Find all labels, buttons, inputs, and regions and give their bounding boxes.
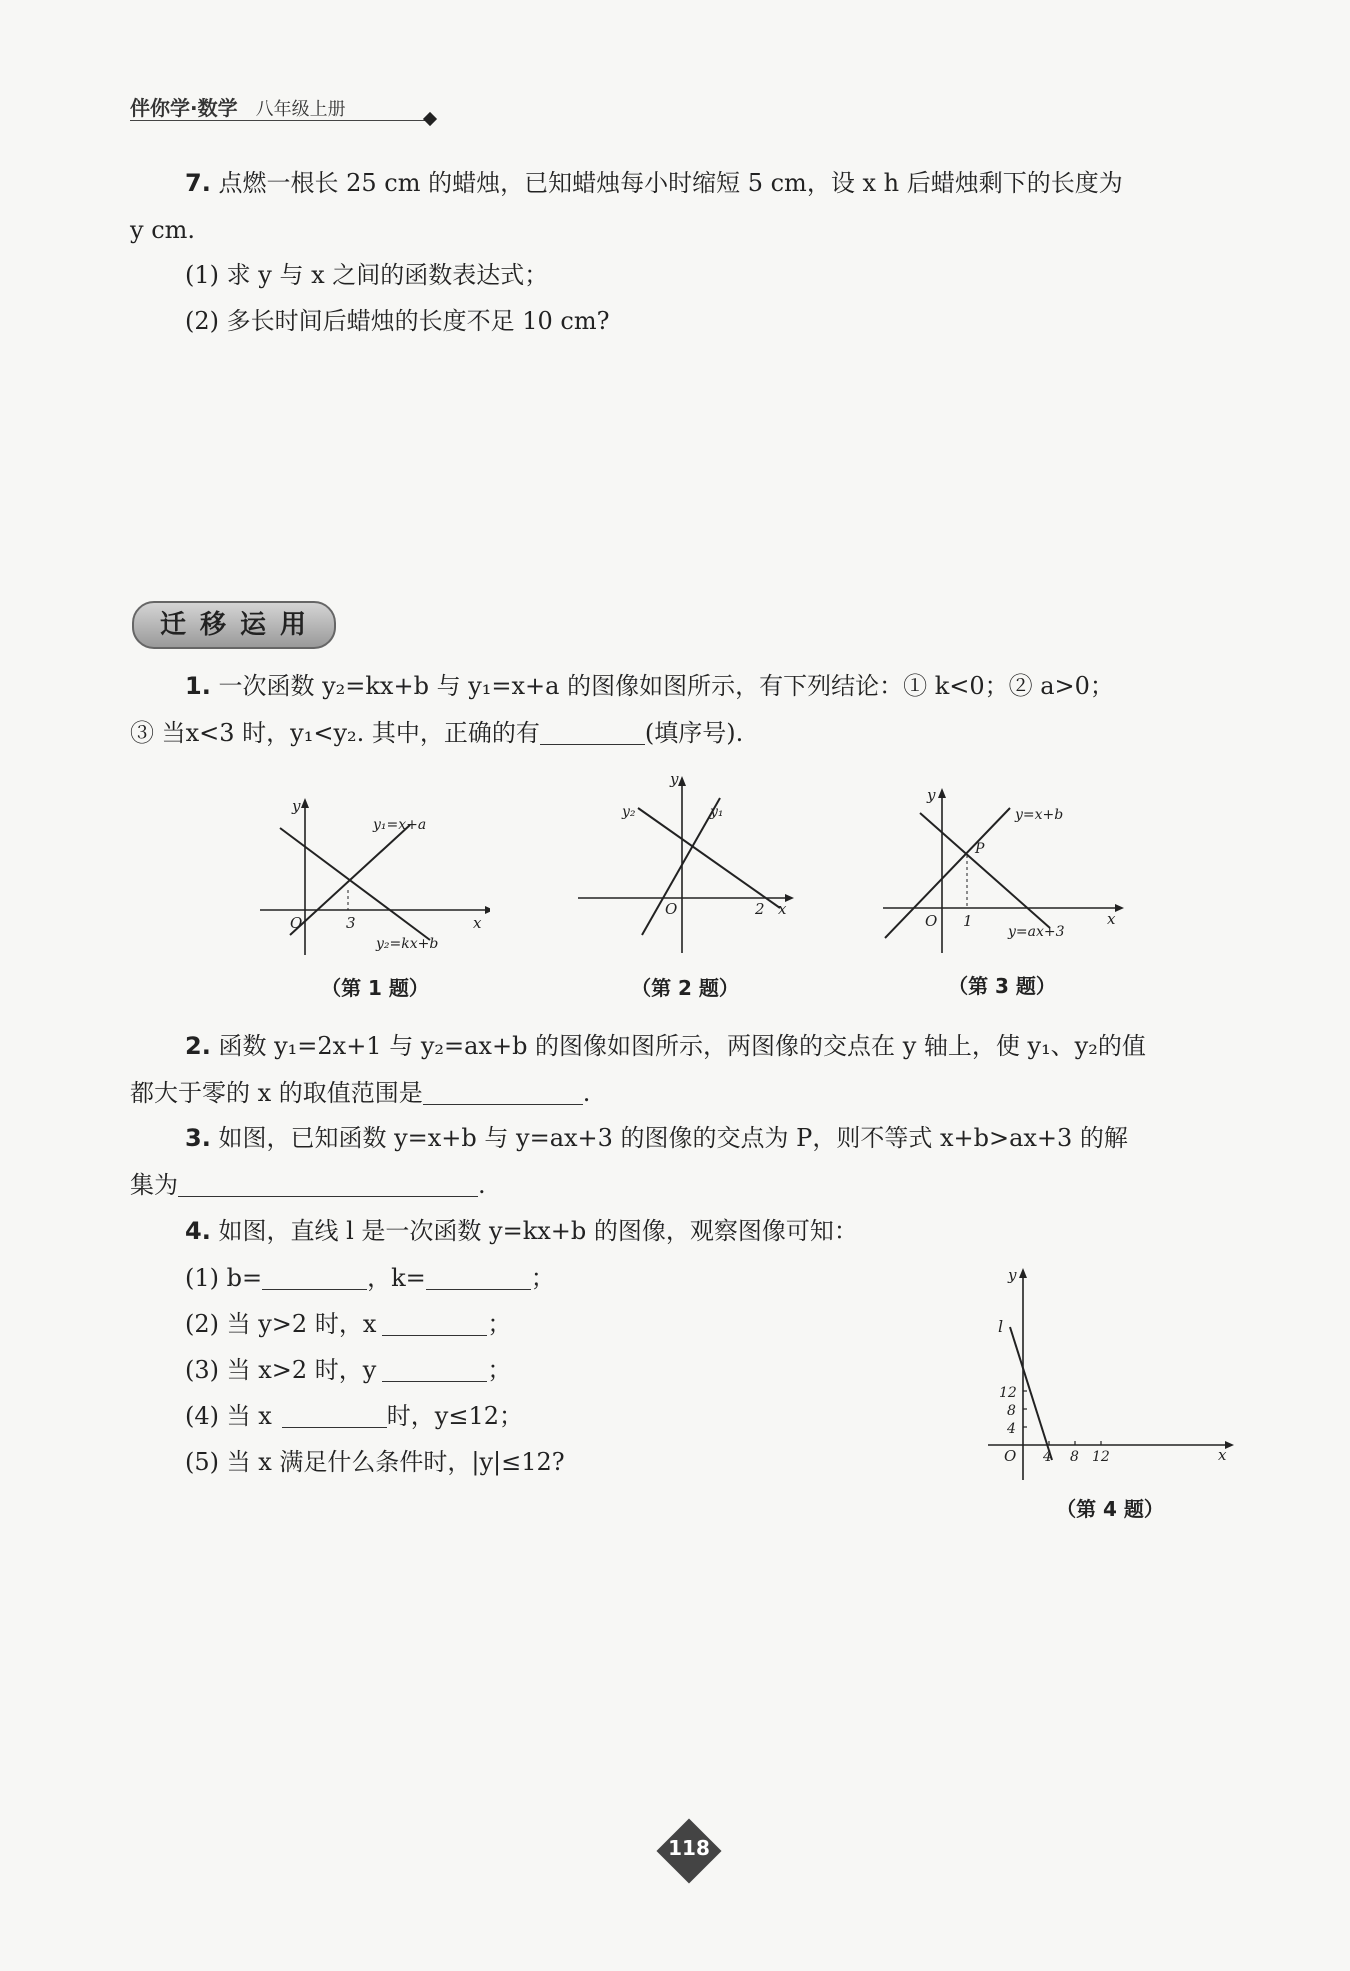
p4-s4-b: 时，y≤12； bbox=[386, 1402, 524, 1430]
p4-b-blank[interactable] bbox=[262, 1263, 367, 1290]
fig3-label-a: y=x+b bbox=[1015, 807, 1064, 823]
p3-line1 bbox=[185, 1115, 1128, 1161]
q7-part1: (1) 求 y 与 x 之间的函数表达式； bbox=[185, 261, 549, 289]
p3-text1: 如图，已知函数 y=x+b 与 y=ax+3 的图像的交点为 P，则不等式 x+b>ax+3 的解 bbox=[218, 1124, 1128, 1152]
fig4-xlabel-8: 8 bbox=[1070, 1449, 1079, 1465]
p2-text1: 函数 y₁=2x+1 与 y₂=ax+b 的图像如图所示，两图像的交点在 y 轴上，使 y₁、y₂的值 bbox=[218, 1032, 1146, 1060]
fig4-caption: （第 4 题） bbox=[1056, 1497, 1164, 1521]
fig2-caption: （第 2 题） bbox=[631, 976, 739, 1000]
p4-sub4 bbox=[185, 1393, 523, 1439]
p4-sub1 bbox=[185, 1255, 555, 1301]
fig1-caption: （第 1 题） bbox=[321, 976, 429, 1000]
header-diamond-icon bbox=[423, 112, 437, 126]
fig2-label-y1: y₁ bbox=[710, 804, 724, 820]
fig2-y-label: y bbox=[670, 770, 679, 788]
fig3-line-ax-plus-3 bbox=[920, 813, 1050, 928]
p1-answer-blank[interactable] bbox=[540, 718, 645, 745]
fig1-label-y1: y₁=x+a bbox=[373, 817, 427, 833]
p2-text2b: . bbox=[582, 1079, 591, 1107]
fig3-x-label: x bbox=[1107, 910, 1116, 928]
fig1-y-label: y bbox=[292, 797, 301, 815]
fig1-y-arrow-icon bbox=[301, 798, 309, 808]
fig4-xlabel-12: 12 bbox=[1092, 1449, 1110, 1465]
p4-line1 bbox=[185, 1208, 858, 1254]
fig4-line-label: l bbox=[998, 1317, 1004, 1336]
fig3-point-p: P bbox=[975, 841, 985, 857]
fig3-label-b: y=ax+3 bbox=[1008, 924, 1065, 940]
fig2-y-arrow-icon bbox=[678, 776, 686, 786]
fig3-y-label: y bbox=[927, 786, 936, 804]
p4-s4-blank[interactable] bbox=[282, 1401, 387, 1428]
p4-number: 4. bbox=[185, 1217, 211, 1245]
fig1-x-label: x bbox=[473, 914, 482, 932]
p3-answer-blank[interactable] bbox=[178, 1170, 478, 1197]
q7-line2: y cm. bbox=[130, 216, 196, 244]
p4-s3-a: (3) 当 x>2 时，y bbox=[185, 1356, 377, 1384]
q7-part2: (2) 多长时间后蜡烛的长度不足 10 cm? bbox=[185, 307, 610, 335]
p4-s3-blank[interactable] bbox=[382, 1355, 487, 1382]
p4-s2-b: ； bbox=[487, 1310, 512, 1338]
p3-number: 3. bbox=[185, 1124, 211, 1152]
p2-answer-blank[interactable] bbox=[423, 1078, 583, 1105]
section-title: 迁移运用 bbox=[132, 601, 336, 649]
fig1-tick-3: 3 bbox=[346, 914, 356, 932]
p4-s2-a: (2) 当 y>2 时，x bbox=[185, 1310, 377, 1338]
figure-3 bbox=[875, 778, 1125, 958]
p1-number: 1. bbox=[185, 672, 211, 700]
p4-s1-c: ； bbox=[530, 1264, 555, 1292]
p2-line1 bbox=[185, 1023, 1146, 1069]
p4-sub2 bbox=[185, 1301, 511, 1347]
fig1-label-y2: y₂=kx+b bbox=[376, 936, 439, 952]
p3-text2a: 集为 bbox=[130, 1171, 178, 1199]
book-title: 伴你学·数学 bbox=[130, 96, 238, 120]
book-header bbox=[130, 92, 346, 121]
book-subtitle: 八年级上册 bbox=[255, 99, 346, 120]
figure-2 bbox=[570, 768, 795, 958]
p1-text2b: (填序号). bbox=[644, 719, 744, 747]
fig1-x-arrow-icon bbox=[485, 906, 490, 914]
fig3-line-x-plus-b bbox=[885, 808, 1010, 938]
p4-s1-b: ，k= bbox=[367, 1264, 426, 1292]
figure-4 bbox=[980, 1260, 1240, 1485]
p4-sub5: (5) 当 x 满足什么条件时，|y|≤12? bbox=[185, 1448, 565, 1476]
p2-line2 bbox=[130, 1070, 590, 1116]
fig1-origin-label: O bbox=[290, 914, 303, 932]
p2-text2a: 都大于零的 x 的取值范围是 bbox=[130, 1079, 423, 1107]
fig2-tick-2: 2 bbox=[755, 900, 765, 918]
q7-line1 bbox=[185, 160, 1123, 206]
p1-text1: 一次函数 y₂=kx+b 与 y₁=x+a 的图像如图所示，有下列结论：① k<0；② a>0； bbox=[218, 672, 1114, 700]
p4-s3-b: ； bbox=[487, 1356, 512, 1384]
fig3-tick-1: 1 bbox=[963, 912, 973, 930]
p4-text1: 如图，直线 l 是一次函数 y=kx+b 的图像，观察图像可知： bbox=[218, 1217, 858, 1245]
p3-text2b: . bbox=[478, 1171, 486, 1199]
q7-text1: 点燃一根长 25 cm 的蜡烛，已知蜡烛每小时缩短 5 cm，设 x h 后蜡烛剩下的长度为 bbox=[218, 169, 1123, 197]
fig3-x-arrow-icon bbox=[1115, 904, 1124, 912]
fig3-caption: （第 3 题） bbox=[948, 974, 1056, 998]
header-rule bbox=[130, 120, 430, 121]
p4-sub3 bbox=[185, 1347, 511, 1393]
figure-1 bbox=[250, 790, 490, 960]
p1-text2a: ③ 当x<3 时，y₁<y₂. 其中，正确的有 bbox=[130, 719, 540, 747]
fig4-ylabel-8: 8 bbox=[1007, 1403, 1016, 1419]
page-number: 118 bbox=[668, 1836, 710, 1860]
fig2-line-y2 bbox=[638, 808, 780, 908]
fig4-xlabel-4: 4 bbox=[1043, 1449, 1052, 1465]
fig2-label-y2: y₂ bbox=[622, 804, 636, 820]
p1-line2 bbox=[130, 710, 743, 756]
p2-number: 2. bbox=[185, 1032, 211, 1060]
fig4-ylabel-4: 4 bbox=[1007, 1421, 1016, 1437]
fig4-x-label: x bbox=[1218, 1446, 1227, 1464]
fig4-y-arrow-icon bbox=[1019, 1268, 1027, 1278]
fig2-origin-label: O bbox=[665, 900, 678, 918]
p4-s1-a: (1) b= bbox=[185, 1264, 263, 1292]
p1-line1 bbox=[185, 663, 1114, 709]
fig4-y-label: y bbox=[1008, 1266, 1017, 1284]
p4-k-blank[interactable] bbox=[426, 1263, 531, 1290]
fig3-y-arrow-icon bbox=[938, 788, 946, 798]
p3-line2 bbox=[130, 1162, 486, 1208]
fig3-origin-label: O bbox=[925, 912, 938, 930]
fig4-ylabel-12: 12 bbox=[999, 1385, 1017, 1401]
p4-s4-a: (4) 当 x bbox=[185, 1402, 272, 1430]
fig4-origin-label: O bbox=[1004, 1447, 1017, 1465]
p4-s2-blank[interactable] bbox=[382, 1309, 487, 1336]
fig2-x-label: x bbox=[778, 900, 787, 918]
q7-number: 7. bbox=[185, 169, 211, 197]
